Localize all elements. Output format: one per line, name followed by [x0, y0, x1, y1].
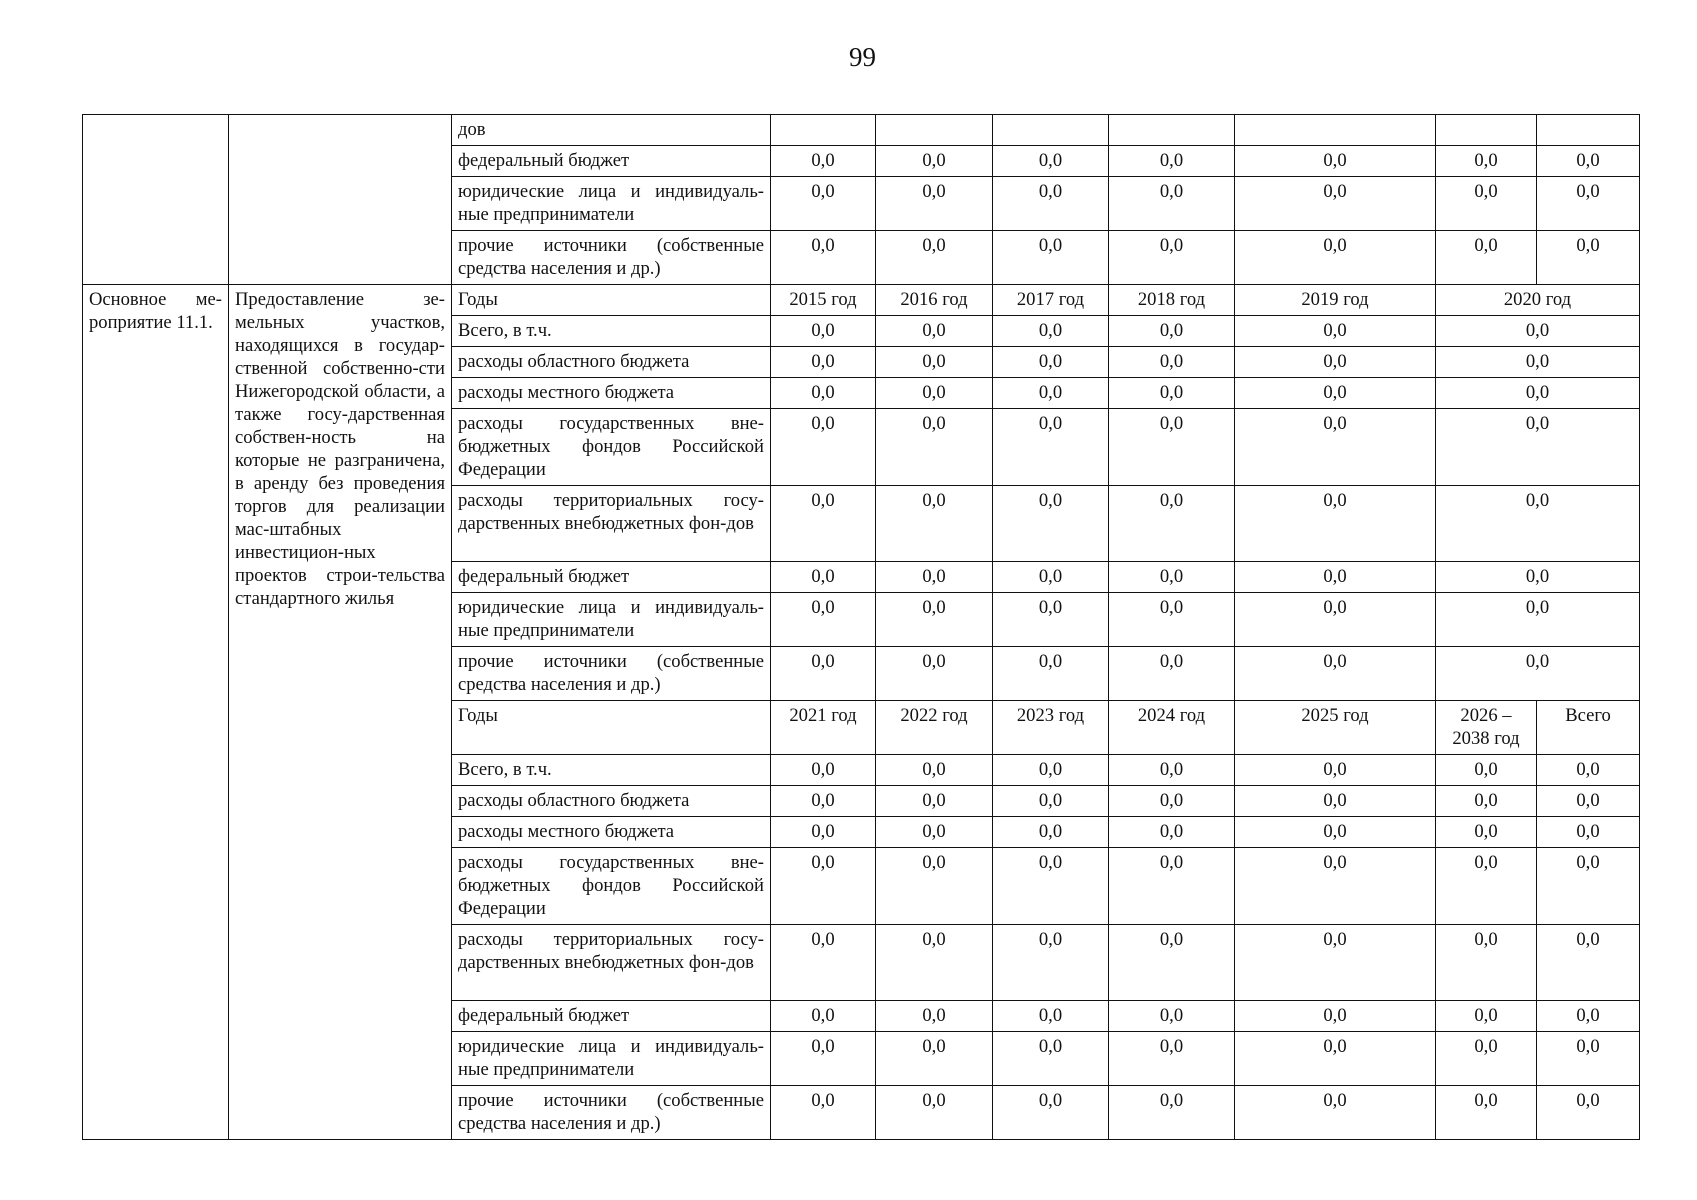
funding-source-label: Всего, в т.ч.: [452, 316, 771, 347]
value-cell: 0,0: [993, 593, 1109, 647]
value-cell: 0,0: [876, 562, 993, 593]
value-cell: 0,0: [1109, 347, 1235, 378]
value-cell: 0,0: [1235, 786, 1436, 817]
value-cell: 0,0: [876, 316, 993, 347]
event-label: Основное ме-роприятие 11.1.: [83, 285, 229, 1140]
value-cell: 0,0: [1537, 1032, 1640, 1086]
value-cell: 0,0: [876, 593, 993, 647]
value-cell: 0,0: [993, 647, 1109, 701]
row-label: прочие источники (собственные средства населения и др.): [452, 231, 771, 285]
value-cell: 0,0: [993, 316, 1109, 347]
value-cell: 0,0: [1235, 755, 1436, 786]
budget-table: [82, 114, 1640, 1140]
value-cell: 0,0: [771, 647, 876, 701]
value-cell: 0,0: [993, 755, 1109, 786]
years-header-row: [83, 285, 1640, 316]
value-cell: 0,0: [771, 378, 876, 409]
value-cell: 0,0: [876, 786, 993, 817]
year-header: 2022 год: [876, 701, 993, 755]
value-cell: 0,0: [771, 409, 876, 486]
value-cell: 0,0: [1109, 409, 1235, 486]
value-cell: [876, 115, 993, 146]
row-label: юридические лица и индивидуаль-ные предприниматели: [452, 177, 771, 231]
funding-source-label: юридические лица и индивидуаль-ные предприниматели: [452, 593, 771, 647]
value-cell: 0,0: [1235, 1001, 1436, 1032]
row-label: федеральный бюджет: [452, 146, 771, 177]
value-cell: 0,0: [993, 925, 1109, 1001]
value-cell: 0,0: [1109, 647, 1235, 701]
value-cell: 0,0: [876, 486, 993, 562]
value-cell: 0,0: [1109, 1086, 1235, 1140]
value-cell: 0,0: [993, 848, 1109, 925]
value-cell: 0,0: [1436, 562, 1640, 593]
value-cell: 0,0: [1109, 486, 1235, 562]
value-cell: 0,0: [1235, 177, 1436, 231]
value-cell: 0,0: [1436, 755, 1537, 786]
funding-source-label: расходы областного бюджета: [452, 786, 771, 817]
value-cell: 0,0: [876, 409, 993, 486]
value-cell: 0,0: [1537, 1001, 1640, 1032]
value-cell: 0,0: [876, 755, 993, 786]
value-cell: 0,0: [1109, 146, 1235, 177]
years-header-label: Годы: [452, 701, 771, 755]
value-cell: 0,0: [876, 1001, 993, 1032]
funding-source-label: Всего, в т.ч.: [452, 755, 771, 786]
value-cell: 0,0: [1109, 786, 1235, 817]
value-cell: 0,0: [771, 347, 876, 378]
value-cell: 0,0: [1109, 316, 1235, 347]
value-cell: 0,0: [1436, 177, 1537, 231]
value-cell: 0,0: [1109, 177, 1235, 231]
value-cell: 0,0: [1235, 1086, 1436, 1140]
year-header: 2018 год: [1109, 285, 1235, 316]
event-description: Предоставление зе-мельных участков, находящихся в государ-ственной собственно-сти Нижегородской области, а также госу-дарственная собствен-ность на которые не разграничена, в аренду без проведения торгов для реализации мас-штабных инвестицион-ных проектов строи-тельства стандартного жилья: [229, 285, 452, 1140]
value-cell: 0,0: [993, 409, 1109, 486]
value-cell: 0,0: [771, 1001, 876, 1032]
value-cell: 0,0: [993, 347, 1109, 378]
value-cell: 0,0: [1537, 177, 1640, 231]
value-cell: 0,0: [1537, 1086, 1640, 1140]
funding-source-label: юридические лица и индивидуаль-ные предприниматели: [452, 1032, 771, 1086]
value-cell: 0,0: [993, 378, 1109, 409]
value-cell: 0,0: [876, 177, 993, 231]
value-cell: 0,0: [1235, 593, 1436, 647]
value-cell: 0,0: [1537, 848, 1640, 925]
year-header: 2025 год: [1235, 701, 1436, 755]
value-cell: 0,0: [1109, 755, 1235, 786]
value-cell: 0,0: [876, 347, 993, 378]
funding-source-label: прочие источники (собственные средства населения и др.): [452, 647, 771, 701]
value-cell: 0,0: [993, 177, 1109, 231]
value-cell: 0,0: [1537, 146, 1640, 177]
value-cell: 0,0: [1235, 817, 1436, 848]
value-cell: 0,0: [876, 146, 993, 177]
value-cell: 0,0: [771, 562, 876, 593]
year-header: Всего: [1537, 701, 1640, 755]
value-cell: 0,0: [1235, 347, 1436, 378]
value-cell: [1235, 115, 1436, 146]
value-cell: 0,0: [993, 1086, 1109, 1140]
value-cell: 0,0: [1436, 1001, 1537, 1032]
value-cell: 0,0: [876, 848, 993, 925]
value-cell: 0,0: [1235, 316, 1436, 347]
continuation-event-cell: [83, 115, 229, 285]
value-cell: [993, 115, 1109, 146]
value-cell: 0,0: [771, 177, 876, 231]
value-cell: 0,0: [1235, 378, 1436, 409]
value-cell: 0,0: [1109, 593, 1235, 647]
value-cell: 0,0: [1109, 817, 1235, 848]
funding-source-label: расходы государственных вне-бюджетных фондов Российской Федерации: [452, 409, 771, 486]
years-header-label: Годы: [452, 285, 771, 316]
value-cell: 0,0: [993, 486, 1109, 562]
year-header: 2017 год: [993, 285, 1109, 316]
funding-source-label: расходы государственных вне-бюджетных фондов Российской Федерации: [452, 848, 771, 925]
value-cell: 0,0: [1109, 378, 1235, 409]
value-cell: 0,0: [1109, 1001, 1235, 1032]
value-cell: 0,0: [1109, 231, 1235, 285]
year-header: 2020 год: [1436, 285, 1640, 316]
value-cell: 0,0: [771, 755, 876, 786]
value-cell: 0,0: [993, 817, 1109, 848]
value-cell: 0,0: [1436, 486, 1640, 562]
value-cell: 0,0: [876, 1032, 993, 1086]
value-cell: [1109, 115, 1235, 146]
year-header: 2019 год: [1235, 285, 1436, 316]
value-cell: 0,0: [993, 231, 1109, 285]
value-cell: 0,0: [876, 231, 993, 285]
value-cell: 0,0: [1537, 231, 1640, 285]
value-cell: 0,0: [993, 786, 1109, 817]
value-cell: 0,0: [1235, 848, 1436, 925]
year-header: 2023 год: [993, 701, 1109, 755]
value-cell: 0,0: [771, 817, 876, 848]
value-cell: 0,0: [993, 146, 1109, 177]
value-cell: 0,0: [1436, 378, 1640, 409]
value-cell: 0,0: [1235, 1032, 1436, 1086]
funding-source-label: расходы областного бюджета: [452, 347, 771, 378]
funding-source-label: расходы территориальных госу-дарственных внебюджетных фон-дов: [452, 486, 771, 562]
value-cell: 0,0: [1235, 409, 1436, 486]
year-header: 2015 год: [771, 285, 876, 316]
value-cell: 0,0: [1537, 786, 1640, 817]
row-label: дов: [452, 115, 771, 146]
value-cell: 0,0: [1436, 848, 1537, 925]
funding-source-label: федеральный бюджет: [452, 562, 771, 593]
value-cell: 0,0: [876, 647, 993, 701]
value-cell: 0,0: [993, 1001, 1109, 1032]
value-cell: 0,0: [1235, 925, 1436, 1001]
value-cell: 0,0: [771, 1086, 876, 1140]
value-cell: 0,0: [1109, 1032, 1235, 1086]
year-header: 2024 год: [1109, 701, 1235, 755]
funding-source-label: расходы местного бюджета: [452, 817, 771, 848]
value-cell: 0,0: [1436, 1032, 1537, 1086]
value-cell: 0,0: [771, 1032, 876, 1086]
value-cell: 0,0: [876, 1086, 993, 1140]
value-cell: 0,0: [1537, 925, 1640, 1001]
value-cell: 0,0: [993, 562, 1109, 593]
value-cell: 0,0: [771, 786, 876, 817]
value-cell: 0,0: [1109, 562, 1235, 593]
year-header: 2016 год: [876, 285, 993, 316]
value-cell: 0,0: [1436, 231, 1537, 285]
value-cell: 0,0: [771, 231, 876, 285]
value-cell: 0,0: [771, 146, 876, 177]
value-cell: 0,0: [771, 486, 876, 562]
value-cell: 0,0: [771, 593, 876, 647]
continuation-row: [83, 115, 1640, 146]
value-cell: 0,0: [1436, 786, 1537, 817]
value-cell: 0,0: [1436, 409, 1640, 486]
year-header: 2021 год: [771, 701, 876, 755]
funding-source-label: федеральный бюджет: [452, 1001, 771, 1032]
value-cell: 0,0: [1436, 647, 1640, 701]
value-cell: 0,0: [876, 817, 993, 848]
value-cell: 0,0: [1436, 1086, 1537, 1140]
value-cell: 0,0: [1537, 817, 1640, 848]
year-header: 2026 – 2038 год: [1436, 701, 1537, 755]
value-cell: 0,0: [1235, 146, 1436, 177]
value-cell: 0,0: [1436, 347, 1640, 378]
page-number: 99: [849, 42, 876, 72]
value-cell: 0,0: [1235, 231, 1436, 285]
value-cell: 0,0: [1537, 755, 1640, 786]
value-cell: 0,0: [876, 925, 993, 1001]
funding-source-label: расходы территориальных госу-дарственных внебюджетных фон-дов: [452, 925, 771, 1001]
value-cell: 0,0: [771, 316, 876, 347]
value-cell: 0,0: [993, 1032, 1109, 1086]
value-cell: [771, 115, 876, 146]
funding-source-label: прочие источники (собственные средства населения и др.): [452, 1086, 771, 1140]
value-cell: 0,0: [1235, 562, 1436, 593]
value-cell: [1436, 115, 1537, 146]
value-cell: 0,0: [1109, 925, 1235, 1001]
value-cell: 0,0: [1436, 593, 1640, 647]
value-cell: 0,0: [1436, 146, 1537, 177]
value-cell: [1537, 115, 1640, 146]
value-cell: 0,0: [1235, 647, 1436, 701]
value-cell: 0,0: [771, 848, 876, 925]
value-cell: 0,0: [876, 378, 993, 409]
value-cell: 0,0: [1436, 925, 1537, 1001]
value-cell: 0,0: [771, 925, 876, 1001]
value-cell: 0,0: [1109, 848, 1235, 925]
value-cell: 0,0: [1235, 486, 1436, 562]
funding-source-label: расходы местного бюджета: [452, 378, 771, 409]
value-cell: 0,0: [1436, 817, 1537, 848]
continuation-description-cell: [229, 115, 452, 285]
value-cell: 0,0: [1436, 316, 1640, 347]
